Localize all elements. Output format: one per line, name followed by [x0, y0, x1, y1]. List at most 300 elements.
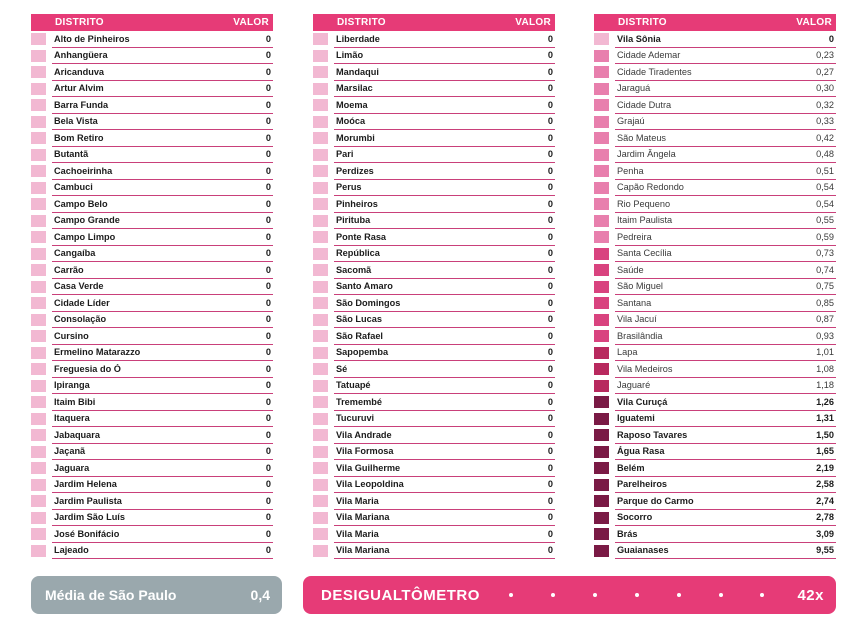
table-row — [334, 213, 555, 230]
district-value: 0 — [265, 314, 271, 325]
color-swatch — [313, 231, 328, 243]
color-swatch — [313, 215, 328, 227]
district-value: 0 — [547, 132, 553, 143]
table-row — [334, 246, 555, 263]
district-value: 0 — [547, 297, 553, 308]
district-name: Vila Jacuí — [617, 314, 657, 325]
table-row — [52, 279, 273, 296]
color-swatch — [31, 495, 46, 507]
table-row — [334, 328, 555, 345]
table-row — [615, 229, 836, 246]
district-name: Saúde — [617, 264, 644, 275]
color-swatch — [594, 264, 609, 276]
district-name: Santa Cecília — [617, 248, 672, 259]
district-name: Consolação — [54, 314, 107, 325]
district-value: 0 — [547, 446, 553, 457]
district-value: 0 — [265, 528, 271, 539]
table-header — [594, 14, 836, 31]
color-swatch — [594, 330, 609, 342]
color-swatch — [313, 99, 328, 111]
color-swatch — [313, 66, 328, 78]
dot-icon — [677, 593, 681, 597]
table-row — [615, 48, 836, 65]
district-value: 0 — [265, 182, 271, 193]
table-row — [52, 460, 273, 477]
district-name: Moema — [336, 99, 368, 110]
district-value: 0 — [265, 215, 271, 226]
table-row — [334, 510, 555, 527]
table-row — [615, 163, 836, 180]
table-row — [334, 114, 555, 131]
color-swatch — [31, 413, 46, 425]
district-value: 0 — [547, 330, 553, 341]
district-name: Parque do Carmo — [617, 495, 694, 506]
header-district: DISTRITO — [55, 17, 104, 28]
district-value: 0 — [547, 380, 553, 391]
table-row — [615, 378, 836, 395]
district-name: Vila Sônia — [617, 33, 661, 44]
color-swatch — [31, 297, 46, 309]
district-name: Cidade Líder — [54, 297, 110, 308]
district-value: 0 — [265, 297, 271, 308]
table-row — [615, 427, 836, 444]
district-name: Penha — [617, 165, 644, 176]
district-value: 0,54 — [816, 182, 834, 193]
district-name: Jaraguá — [617, 83, 651, 94]
color-swatch — [313, 281, 328, 293]
district-name: Cidade Tiradentes — [617, 66, 692, 77]
table-row — [615, 460, 836, 477]
district-value: 0 — [265, 50, 271, 61]
color-swatch — [313, 297, 328, 309]
color-swatch — [313, 132, 328, 144]
color-swatch — [594, 83, 609, 95]
table-row — [334, 64, 555, 81]
district-name: Sacomã — [336, 264, 372, 275]
color-swatch — [594, 413, 609, 425]
district-name: Guaianases — [617, 545, 669, 556]
average-value: 0,4 — [250, 587, 270, 603]
table-row — [52, 213, 273, 230]
table-row — [52, 31, 273, 48]
color-swatch — [31, 314, 46, 326]
table-row — [334, 378, 555, 395]
table-row — [52, 361, 273, 378]
district-name: Barra Funda — [54, 99, 109, 110]
district-value: 0 — [265, 149, 271, 160]
district-value: 0 — [547, 462, 553, 473]
color-swatch — [313, 479, 328, 491]
district-value: 2,78 — [816, 512, 834, 523]
color-swatch — [313, 264, 328, 276]
table-row — [52, 526, 273, 543]
color-swatch — [594, 33, 609, 45]
table-row — [52, 378, 273, 395]
district-name: Belém — [617, 462, 645, 473]
color-swatch — [31, 198, 46, 210]
district-value: 0,93 — [816, 330, 834, 341]
table-row — [615, 130, 836, 147]
table-row — [334, 229, 555, 246]
district-value: 0 — [265, 264, 271, 275]
color-swatch — [31, 132, 46, 144]
table-row — [52, 543, 273, 560]
district-value: 0,51 — [816, 165, 834, 176]
color-swatch — [31, 429, 46, 441]
color-swatch — [313, 314, 328, 326]
district-value: 0 — [265, 446, 271, 457]
table-row — [615, 510, 836, 527]
table-row — [334, 196, 555, 213]
dot-icon — [509, 593, 513, 597]
table-row — [334, 163, 555, 180]
district-value: 0,87 — [816, 314, 834, 325]
district-value: 0 — [547, 33, 553, 44]
table-row — [615, 543, 836, 560]
table-row — [334, 130, 555, 147]
inequality-ratio: 42x — [797, 586, 824, 604]
district-value: 0,55 — [816, 215, 834, 226]
table-row — [52, 64, 273, 81]
table-row — [52, 147, 273, 164]
table-row — [615, 64, 836, 81]
color-swatch — [594, 297, 609, 309]
district-value: 0,74 — [816, 264, 834, 275]
table-row — [615, 411, 836, 428]
district-value: 0 — [547, 495, 553, 506]
district-name: Pari — [336, 149, 354, 160]
inequality-meter-banner — [303, 576, 836, 614]
district-value: 0 — [265, 165, 271, 176]
table-row — [334, 427, 555, 444]
district-value: 3,09 — [816, 528, 834, 539]
color-swatch — [594, 380, 609, 392]
color-swatch — [313, 50, 328, 62]
table-row — [52, 328, 273, 345]
district-name: Rio Pequeno — [617, 198, 671, 209]
table-row — [334, 48, 555, 65]
district-value: 0 — [265, 231, 271, 242]
district-value: 0 — [265, 83, 271, 94]
district-name: Raposo Tavares — [617, 429, 688, 440]
district-value: 0 — [547, 116, 553, 127]
table-row — [615, 114, 836, 131]
color-swatch — [31, 363, 46, 375]
district-value: 1,31 — [816, 413, 834, 424]
table-row — [52, 312, 273, 329]
color-swatch — [31, 512, 46, 524]
table-row — [615, 262, 836, 279]
table-row — [52, 229, 273, 246]
district-name: Mandaqui — [336, 66, 379, 77]
table-row — [334, 31, 555, 48]
district-table-1 — [31, 14, 273, 559]
district-name: Vila Mariana — [336, 512, 390, 523]
color-swatch — [31, 99, 46, 111]
district-name: Parelheiros — [617, 479, 668, 490]
district-name: Brasilândia — [617, 330, 663, 341]
color-swatch — [594, 528, 609, 540]
table-row — [334, 444, 555, 461]
color-swatch — [31, 182, 46, 194]
district-name: Vila Guilherme — [336, 462, 401, 473]
color-swatch — [313, 495, 328, 507]
table-row — [615, 147, 836, 164]
color-swatch — [313, 528, 328, 540]
district-name: Aricanduva — [54, 66, 105, 77]
color-swatch — [594, 396, 609, 408]
color-swatch — [594, 446, 609, 458]
table-row — [334, 262, 555, 279]
table-row — [52, 411, 273, 428]
table-row — [334, 147, 555, 164]
district-value: 0,30 — [816, 83, 834, 94]
district-name: Iguatemi — [617, 413, 655, 424]
table-row — [52, 394, 273, 411]
district-value: 0 — [547, 314, 553, 325]
table-row — [52, 444, 273, 461]
color-swatch — [313, 33, 328, 45]
district-name: São Mateus — [617, 132, 667, 143]
color-swatch — [31, 264, 46, 276]
district-value: 0 — [265, 545, 271, 556]
district-value: 0 — [265, 281, 271, 292]
color-swatch — [313, 347, 328, 359]
district-value: 0 — [265, 116, 271, 127]
district-name: Cachoeirinha — [54, 165, 113, 176]
color-swatch — [594, 347, 609, 359]
district-name: Cidade Dutra — [617, 99, 672, 110]
table-row — [615, 526, 836, 543]
color-swatch — [594, 50, 609, 62]
district-value: 9,55 — [816, 545, 834, 556]
district-name: Jaguara — [54, 462, 90, 473]
district-name: Vila Leopoldina — [336, 479, 404, 490]
district-value: 1,65 — [816, 446, 834, 457]
district-name: Campo Limpo — [54, 231, 116, 242]
color-swatch — [313, 83, 328, 95]
district-value: 0,33 — [816, 116, 834, 127]
district-name: Cidade Ademar — [617, 50, 681, 61]
table-row — [52, 130, 273, 147]
color-swatch — [594, 231, 609, 243]
district-name: Grajaú — [617, 116, 645, 127]
table-row — [334, 460, 555, 477]
table-row — [334, 361, 555, 378]
district-value: 0,27 — [816, 66, 834, 77]
table-row — [615, 246, 836, 263]
table-row — [615, 180, 836, 197]
color-swatch — [313, 198, 328, 210]
district-name: Artur Alvim — [54, 83, 104, 94]
color-swatch — [31, 149, 46, 161]
district-value: 1,01 — [816, 347, 834, 358]
table-row — [334, 411, 555, 428]
district-name: Brás — [617, 528, 638, 539]
color-swatch — [31, 231, 46, 243]
color-swatch — [594, 545, 609, 557]
district-value: 0 — [547, 479, 553, 490]
district-value: 0,48 — [816, 149, 834, 160]
table-row — [615, 345, 836, 362]
table-row — [334, 493, 555, 510]
color-swatch — [594, 479, 609, 491]
district-name: Água Rasa — [617, 446, 665, 457]
table-row — [334, 180, 555, 197]
table-row — [334, 312, 555, 329]
header-value: VALOR — [796, 17, 832, 28]
district-name: Butantã — [54, 149, 89, 160]
color-swatch — [31, 116, 46, 128]
district-name: São Domingos — [336, 297, 401, 308]
district-name: Vila Andrade — [336, 429, 392, 440]
color-swatch — [31, 215, 46, 227]
district-name: Cambuci — [54, 182, 93, 193]
table-row — [52, 510, 273, 527]
district-value: 0,42 — [816, 132, 834, 143]
district-value: 0 — [547, 528, 553, 539]
district-value: 0 — [547, 231, 553, 242]
table-row — [52, 427, 273, 444]
district-value: 0 — [547, 347, 553, 358]
header-value: VALOR — [515, 17, 551, 28]
color-swatch — [31, 281, 46, 293]
table-row — [52, 262, 273, 279]
table-row — [615, 312, 836, 329]
color-swatch — [313, 363, 328, 375]
table-row — [615, 279, 836, 296]
district-value: 0 — [547, 165, 553, 176]
district-name: Itaim Bibi — [54, 396, 96, 407]
header-value: VALOR — [233, 17, 269, 28]
color-swatch — [313, 149, 328, 161]
color-swatch — [594, 462, 609, 474]
district-value: 0 — [547, 83, 553, 94]
color-swatch — [594, 363, 609, 375]
district-value: 1,26 — [816, 396, 834, 407]
district-value: 0 — [265, 429, 271, 440]
district-value: 0 — [547, 215, 553, 226]
color-swatch — [594, 165, 609, 177]
table-row — [615, 31, 836, 48]
table-row — [615, 81, 836, 98]
inequality-meter-label: DESIGUALTÔMETRO — [321, 586, 480, 604]
color-swatch — [313, 330, 328, 342]
district-name: Jardim Helena — [54, 479, 117, 490]
district-name: Jardim Ângela — [617, 149, 676, 160]
district-name: Sapopemba — [336, 347, 389, 358]
color-swatch — [31, 396, 46, 408]
color-swatch — [594, 182, 609, 194]
table-row — [52, 246, 273, 263]
table-row — [334, 394, 555, 411]
district-name: São Lucas — [336, 314, 382, 325]
color-swatch — [313, 545, 328, 557]
district-name: Marsilac — [336, 83, 373, 94]
color-swatch — [594, 66, 609, 78]
district-value: 0,75 — [816, 281, 834, 292]
color-swatch — [594, 248, 609, 260]
table-header — [313, 14, 555, 31]
district-name: Limão — [336, 50, 364, 61]
district-name: Vila Mariana — [336, 545, 390, 556]
district-value: 0,73 — [816, 248, 834, 259]
district-name: Capão Redondo — [617, 182, 684, 193]
district-value: 1,18 — [816, 380, 834, 391]
district-name: Ponte Rasa — [336, 231, 387, 242]
district-value: 2,74 — [816, 495, 834, 506]
color-swatch — [31, 545, 46, 557]
district-value: 0 — [547, 429, 553, 440]
table-row — [52, 295, 273, 312]
table-rows — [31, 31, 273, 559]
table-row — [615, 444, 836, 461]
district-name: Lajeado — [54, 545, 89, 556]
district-name: Liberdade — [336, 33, 380, 44]
color-swatch — [594, 429, 609, 441]
table-row — [615, 196, 836, 213]
district-name: Bom Retiro — [54, 132, 104, 143]
district-name: Lapa — [617, 347, 638, 358]
table-row — [52, 81, 273, 98]
table-row — [615, 361, 836, 378]
district-value: 0 — [265, 396, 271, 407]
table-row — [52, 114, 273, 131]
dot-icon — [593, 593, 597, 597]
district-value: 0 — [265, 132, 271, 143]
district-value: 1,50 — [816, 429, 834, 440]
color-swatch — [31, 248, 46, 260]
table-row — [334, 543, 555, 560]
color-swatch — [31, 479, 46, 491]
table-row — [52, 345, 273, 362]
table-row — [615, 213, 836, 230]
color-swatch — [594, 512, 609, 524]
table-rows — [594, 31, 836, 559]
color-swatch — [31, 446, 46, 458]
district-value: 0,23 — [816, 50, 834, 61]
district-table-2 — [313, 14, 555, 559]
district-name: São Rafael — [336, 330, 383, 341]
color-swatch — [313, 462, 328, 474]
color-swatch — [313, 512, 328, 524]
district-value: 0 — [265, 479, 271, 490]
color-swatch — [31, 83, 46, 95]
header-district: DISTRITO — [618, 17, 667, 28]
district-name: Jardim São Luís — [54, 512, 125, 523]
district-value: 0 — [265, 330, 271, 341]
district-value: 0 — [547, 50, 553, 61]
color-swatch — [31, 50, 46, 62]
district-value: 0 — [265, 66, 271, 77]
district-name: Carrão — [54, 264, 84, 275]
district-value: 1,08 — [816, 363, 834, 374]
color-swatch — [31, 330, 46, 342]
district-value: 0 — [828, 33, 834, 44]
dot-icon — [719, 593, 723, 597]
color-swatch — [594, 198, 609, 210]
district-value: 0 — [547, 198, 553, 209]
district-value: 0 — [547, 545, 553, 556]
color-swatch — [594, 149, 609, 161]
district-name: Morumbi — [336, 132, 375, 143]
table-rows — [313, 31, 555, 559]
district-value: 0 — [547, 413, 553, 424]
color-swatch — [31, 380, 46, 392]
district-value: 0 — [547, 99, 553, 110]
table-row — [334, 295, 555, 312]
district-name: Socorro — [617, 512, 653, 523]
